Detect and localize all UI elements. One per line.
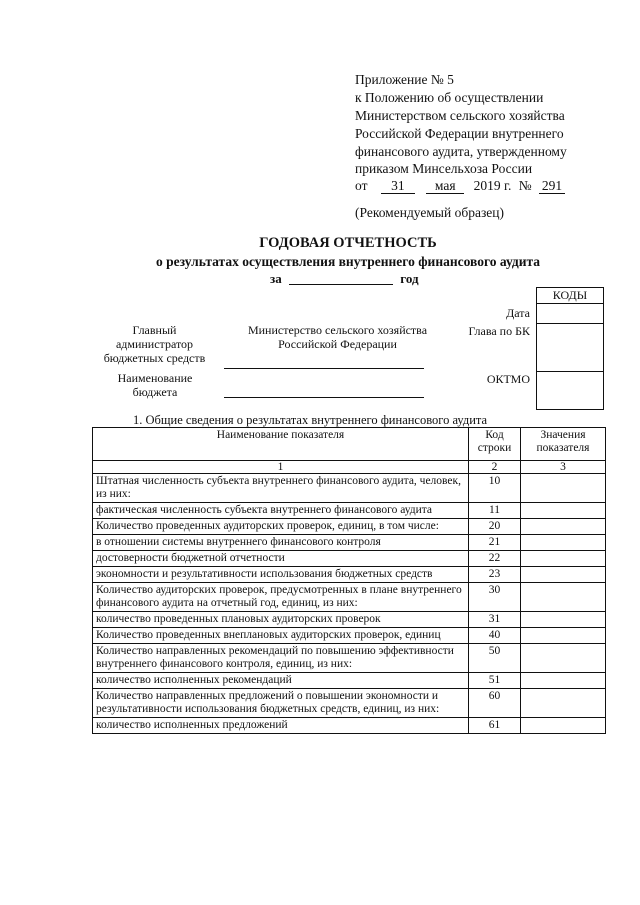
number-prefix: № bbox=[518, 178, 532, 193]
glava-code-cell bbox=[537, 323, 603, 371]
row-name: в отношении системы внутреннего финансового контроля bbox=[93, 535, 469, 551]
period-blank bbox=[289, 272, 393, 285]
col-number: 3 bbox=[521, 461, 606, 474]
table-row bbox=[93, 474, 606, 503]
row-code: 51 bbox=[469, 673, 521, 689]
order-year: 2019 г. bbox=[473, 178, 512, 193]
admin-underline bbox=[224, 368, 424, 369]
col-header-code: Код строки bbox=[469, 428, 521, 461]
oktmo-code-cell bbox=[537, 371, 603, 409]
table-row bbox=[93, 689, 606, 718]
row-name: количество исполненных предложений bbox=[93, 718, 469, 734]
row-code: 21 bbox=[469, 535, 521, 551]
date-label: Дата bbox=[506, 306, 530, 320]
col-number: 1 bbox=[93, 461, 469, 474]
appendix-line: Приложение № 5 bbox=[355, 72, 454, 87]
row-code: 50 bbox=[469, 644, 521, 673]
row-value[interactable] bbox=[521, 673, 606, 689]
sample-note: (Рекомендуемый образец) bbox=[355, 205, 504, 220]
table-row bbox=[93, 644, 606, 673]
row-code: 11 bbox=[469, 503, 521, 519]
col-header-value: Значения показателя bbox=[521, 428, 606, 461]
table-row bbox=[93, 551, 606, 567]
admin-label: Главный администратор бюджетных средств bbox=[103, 323, 206, 365]
row-name: экономности и результативности использования бюджетных средств bbox=[93, 567, 469, 583]
row-value[interactable] bbox=[521, 535, 606, 551]
row-value[interactable] bbox=[521, 628, 606, 644]
row-value[interactable] bbox=[521, 519, 606, 535]
table-row bbox=[93, 628, 606, 644]
order-date-line bbox=[355, 178, 565, 194]
row-value[interactable] bbox=[521, 583, 606, 612]
row-value[interactable] bbox=[521, 503, 606, 519]
row-code: 60 bbox=[469, 689, 521, 718]
row-code: 40 bbox=[469, 628, 521, 644]
appendix-line: Российской Федерации внутреннего bbox=[355, 126, 564, 141]
table-row bbox=[93, 503, 606, 519]
row-value[interactable] bbox=[521, 474, 606, 503]
oktmo-label: ОКТМО bbox=[486, 372, 530, 386]
table-row bbox=[93, 612, 606, 628]
order-number: 291 bbox=[539, 179, 565, 194]
row-code: 31 bbox=[469, 612, 521, 628]
codes-label: КОДЫ bbox=[552, 288, 588, 302]
row-name: Количество аудиторских проверок, предусмотренных в плане внутреннего финансового аудита на отчетный год, единиц, из них: bbox=[93, 583, 469, 612]
row-name: Количество проведенных аудиторских проверок, единиц, в том числе: bbox=[93, 519, 469, 535]
table-row bbox=[93, 673, 606, 689]
table-row bbox=[93, 535, 606, 551]
section-title: 1. Общие сведения о результатах внутреннего финансового аудита bbox=[133, 413, 488, 427]
budget-underline bbox=[224, 397, 424, 398]
row-name: количество проведенных плановых аудиторских проверок bbox=[93, 612, 469, 628]
table-row bbox=[93, 567, 606, 583]
row-name: Количество проведенных внеплановых аудиторских проверок, единиц bbox=[93, 628, 469, 644]
row-name: фактическая численность субъекта внутреннего финансового аудита bbox=[93, 503, 469, 519]
row-code: 22 bbox=[469, 551, 521, 567]
row-code: 23 bbox=[469, 567, 521, 583]
row-code: 30 bbox=[469, 583, 521, 612]
glava-label: Глава по БК bbox=[468, 324, 530, 338]
row-value[interactable] bbox=[521, 567, 606, 583]
row-value[interactable] bbox=[521, 612, 606, 628]
row-value[interactable] bbox=[521, 551, 606, 567]
row-name: Штатная численность субъекта внутреннего финансового аудита, человек, из них: bbox=[93, 474, 469, 503]
col-number: 2 bbox=[469, 461, 521, 474]
row-value[interactable] bbox=[521, 718, 606, 734]
row-name: количество исполненных рекомендаций bbox=[93, 673, 469, 689]
appendix-line: приказом Минсельхоза России bbox=[355, 161, 533, 176]
order-month: мая bbox=[426, 179, 464, 194]
row-value[interactable] bbox=[521, 644, 606, 673]
row-name: Количество направленных предложений о повышении экономности и результативности использования бюджетных средств, единиц, из них: bbox=[93, 689, 469, 718]
report-title: ГОДОВАЯ ОТЧЕТНОСТЬ bbox=[259, 235, 437, 251]
table-row bbox=[93, 583, 606, 612]
table-row bbox=[93, 718, 606, 734]
audit-summary-table bbox=[92, 427, 606, 734]
appendix-line: Министерством сельского хозяйства bbox=[355, 108, 565, 123]
codes-box bbox=[536, 287, 604, 410]
period-prefix: за bbox=[270, 271, 282, 286]
order-day: 31 bbox=[381, 179, 415, 194]
appendix-line: финансового аудита, утвержденному bbox=[355, 144, 567, 159]
row-name: достоверности бюджетной отчетности bbox=[93, 551, 469, 567]
row-value[interactable] bbox=[521, 689, 606, 718]
period-suffix: год bbox=[400, 271, 419, 286]
row-code: 20 bbox=[469, 519, 521, 535]
row-code: 61 bbox=[469, 718, 521, 734]
admin-value: Министерство сельского хозяйства Российской Федерации bbox=[247, 323, 428, 351]
report-period bbox=[270, 271, 419, 287]
date-code-cell bbox=[537, 303, 603, 323]
col-header-name: Наименование показателя bbox=[93, 428, 469, 461]
report-subtitle: о результатах осуществления внутреннего финансового аудита bbox=[155, 254, 541, 269]
row-code: 10 bbox=[469, 474, 521, 503]
table-row bbox=[93, 519, 606, 535]
date-prefix: от bbox=[355, 178, 368, 193]
appendix-line: к Положению об осуществлении bbox=[355, 90, 544, 105]
row-name: Количество направленных рекомендаций по повышению эффективности внутреннего финансового контроля, единиц, из них: bbox=[93, 644, 469, 673]
budget-label: Наименование бюджета bbox=[117, 371, 193, 399]
